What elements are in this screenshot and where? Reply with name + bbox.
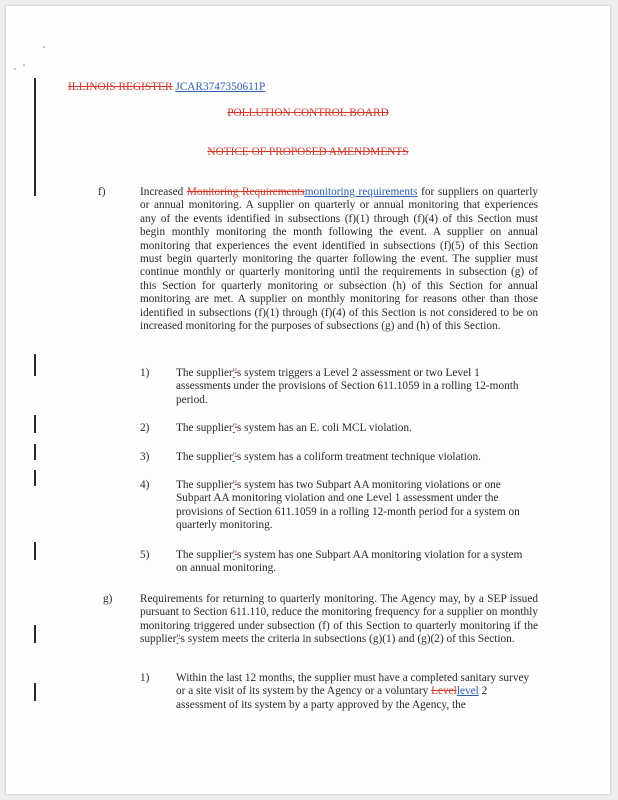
register-header [68,81,265,94]
item-text-b: s system triggers a Level 2 assessment or two Level 1 assessments under the provisions of Section 611.1059 in a rolling 12-month period. [176,367,519,406]
board-title [6,107,610,120]
change-bar [34,683,36,701]
item-text-b: s system has two Subpart AA monitoring violations or one Subpart AA monitoring violation and one Level 1 assessment under the provisions of Section 611.1059 in a rolling 12-month period for a system on quarterly monitoring. [176,479,520,532]
item-text-a: The supplier [176,549,233,561]
item-g1-deleted: Level [431,685,457,698]
item-text-b: s system has an E. coli MCL violation. [236,422,412,434]
section-f-paragraph [140,186,538,333]
section-f-deleted: Monitoring Requirements [186,186,305,198]
apostrophe-inserted: ' [176,633,179,646]
section-f-inserted: monitoring requirements [304,186,418,198]
apostrophe-deleted: ' [234,479,237,491]
section-g-text-a: Requirements for returning to quarterly monitoring. The Agency may, by a SEP issued pursuant to Section 611.110, reduce the monitoring frequency for a supplier on monthly monitoring triggered under subsection (f) of this Section to quarterly monitoring if the supplier [140,593,538,646]
section-f-lead: Increased [140,186,187,198]
section-g-label: g) [103,593,113,605]
apostrophe-inserted: ' [232,451,235,463]
section-f-label: f) [98,186,106,198]
change-bar [34,625,36,643]
board-title-text: POLLUTION CONTROL BOARD [227,107,389,119]
item-f3-num: 3) [140,451,150,463]
section-f-rest: for suppliers on quarterly or annual monitoring. A supplier on quarterly or annual monitoring that experiences any of the events identified in subsections (f)(1) through (f)(4) of this Section must begin monthly monitoring the month following the event. A supplier on annual monitoring that experiences the event identified in subsections (f)(5) of this Section must begin quarterly monitoring the quarter following the event. The supplier must continue monthly or quarterly monitoring until the requirements in subsection (g) of this Section for quarterly monitoring or subsection (h) of this Section for annual monitoring are met. A supplier on monthly monitoring for reasons other than those identified in subsections (f)(1) through (f)(4) of this Section is not considered to be on increased monitoring for the purposes of subsections (g) and (h) of this Section. [140,186,538,333]
apostrophe-deleted: ' [234,422,237,434]
scan-speck [14,68,16,70]
scan-speck [43,46,45,48]
item-g1-text [176,672,538,712]
item-g1-inserted: level [456,685,479,698]
apostrophe-inserted: ' [232,479,235,491]
apostrophe-deleted: ' [234,451,237,463]
item-f4-text [176,479,536,533]
change-bar [34,78,36,196]
item-f4-num: 4) [140,479,150,491]
item-text-a: The supplier [176,451,233,463]
apostrophe-deleted: ' [234,549,237,561]
item-f2-text [176,422,536,435]
change-bar [34,542,36,560]
item-g1-text-a: Within the last 12 months, the supplier must have a completed sanitary survey or a site visit of its system by the Agency or a voluntary [176,672,530,698]
apostrophe-deleted: ' [178,633,181,646]
notice-title [6,146,610,159]
item-g1-num: 1) [140,672,150,684]
change-bar [34,415,36,433]
section-g-paragraph [140,593,538,647]
item-text-a: The supplier [176,367,233,379]
scan-speck [23,64,25,66]
item-text-b: s system has a coliform treatment technique violation. [236,451,481,463]
item-f3-text [176,451,536,464]
apostrophe-deleted: ' [234,367,237,379]
apostrophe-inserted: ' [232,422,235,434]
change-bar [34,354,36,376]
item-text-b: s system has one Subpart AA monitoring violation for a system on annual monitoring. [176,549,523,575]
document-page [6,6,610,794]
register-deleted: ILLINOIS REGISTER [68,81,173,93]
change-bar [34,444,36,460]
apostrophe-inserted: ' [232,367,235,379]
item-f2-num: 2) [140,422,150,434]
item-text-a: The supplier [176,422,233,434]
section-g-text-b: s system meets the criteria in subsections (g)(1) and (g)(2) of this Section. [180,633,515,646]
item-f1-num: 1) [140,367,150,379]
item-text-a: The supplier [176,479,233,491]
item-f1-text [176,367,536,407]
register-inserted: JCAR3747350611P [175,81,266,93]
change-bar [34,470,36,486]
item-f5-num: 5) [140,549,150,561]
apostrophe-inserted: ' [232,549,235,561]
notice-title-text: NOTICE OF PROPOSED AMENDMENTS [207,146,409,158]
item-f5-text [176,549,536,576]
item-g1-text-b: 2 assessment of its system by a party approved by the Agency, the [176,685,488,711]
